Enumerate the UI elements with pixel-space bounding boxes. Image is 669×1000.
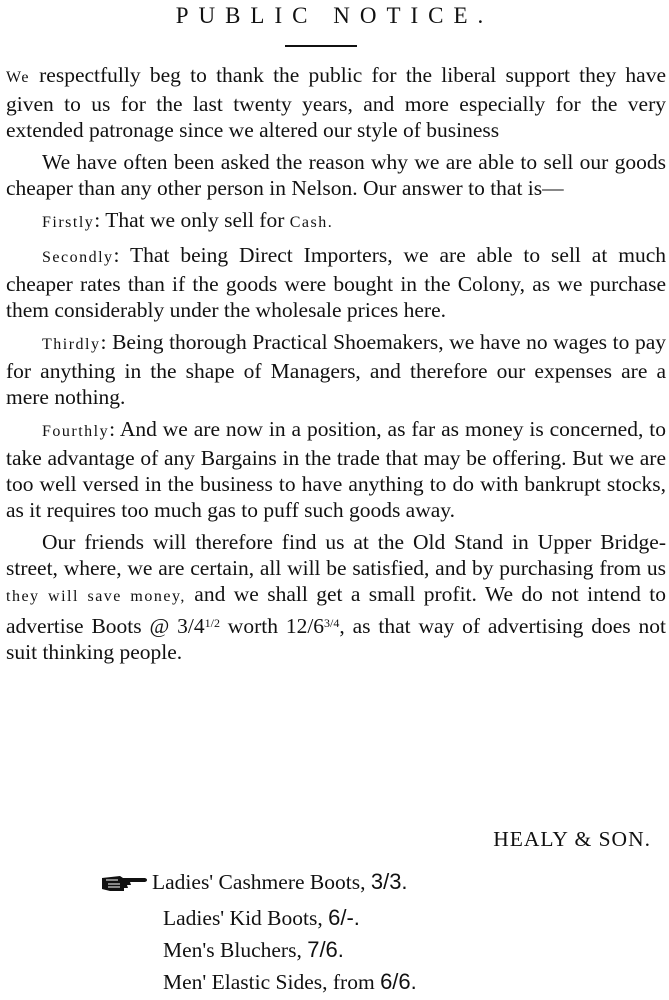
notice-body (6, 62, 666, 665)
list-item (100, 866, 417, 902)
closing-text-b: and we shall get a small profit. We do not intend to advertise Boots @ (6, 582, 666, 638)
paragraph-reason: We have often been asked the reason why we are able to sell our goods cheaper than any other person in Nelson. Our answer to that is— (6, 150, 666, 200)
thirdly-text: : Being thorough Practical Shoemakers, we have no wages to pay for anything in the shape of Managers, and therefore our expenses are a mere nothing. (6, 330, 666, 409)
list-item (100, 902, 417, 934)
intro-text: respectfully beg to thank the public for the liberal support they have given to us for the last twenty years, and more especially for the very extended patronage since we altered our style of business (6, 63, 666, 142)
paragraph-fourthly (6, 416, 666, 523)
item-label: Men' Elastic Sides, from (163, 970, 381, 994)
fourthly-text: : And we are now in a position, as far as money is concerned, to take advantage of any Bargains in the trade that may be offering. But we are too well versed in the business to have anything to do with bankrupt stocks, as it requires too much gas to puff such goods away. (6, 417, 666, 522)
pointing-hand-icon (100, 870, 152, 902)
paragraph-thirdly (6, 329, 666, 410)
intro-lead: We (6, 69, 30, 86)
price-list (100, 866, 417, 998)
firstly-label: Firstly (42, 214, 95, 231)
closing-text-d: , as that way of advertising does not suit thinking people. (6, 614, 666, 664)
closing-smallcaps: they will save money, (6, 588, 186, 605)
item-price: 7/6. (307, 937, 344, 962)
item-price: 6/6. (380, 969, 417, 994)
secondly-label: Secondly (42, 249, 114, 266)
item-label: Ladies' Cashmere Boots, (152, 870, 371, 894)
item-price: 6/-. (328, 905, 360, 930)
fourthly-label: Fourthly (42, 423, 110, 440)
firstly-cash: Cash. (289, 214, 334, 231)
list-item (100, 966, 417, 998)
closing-text-a: Our friends will therefore find us at the Old Stand in Upper Bridge-street, where, we are certain, all will be satisfied, and by purchasing from us (6, 530, 666, 580)
item-label: Ladies' Kid Boots, (163, 906, 329, 930)
closing-text-c: worth (219, 614, 286, 638)
title-rule (285, 45, 357, 47)
item-price: 3/3. (370, 869, 408, 894)
thirdly-label: Thirdly (42, 336, 101, 353)
secondly-text: : That being Direct Importers, we are able to sell at much cheaper rates than if the goods were bought in the Colony, as we purchase them considerably under the wholesale prices here. (6, 243, 666, 322)
paragraph-firstly (6, 207, 666, 236)
item-label: Men's Bluchers, (163, 938, 308, 962)
firstly-text: : That we only sell for (94, 208, 290, 232)
list-item (100, 934, 417, 966)
notice-title: PUBLIC NOTICE. (175, 3, 494, 28)
paragraph-secondly (6, 242, 666, 323)
price-advertised: $3/4^{1/2}$ (177, 614, 220, 638)
signature: HEALY & SON. (493, 827, 651, 851)
price-worth: $12/6^{3/4}$ (285, 614, 340, 638)
paragraph-closing (6, 529, 666, 665)
paragraph-intro (6, 62, 666, 143)
